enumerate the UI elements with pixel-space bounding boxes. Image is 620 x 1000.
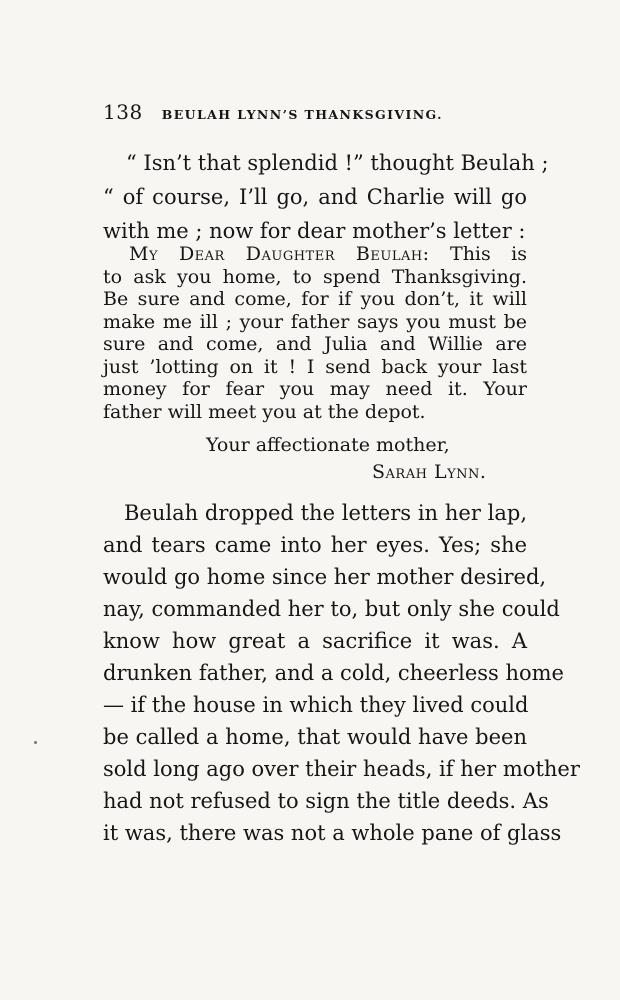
text-line: to ask you home, to spend Thanksgiving. <box>103 265 527 288</box>
text-line: “ Isn’t that splendid !” thought Beulah ; <box>126 151 549 175</box>
text-line: had not refused to sign the title deeds. As <box>103 789 549 813</box>
text-line: just ’lotting on it ! I send back your last <box>103 355 527 378</box>
text-line: know how great a sacrifice it was. A <box>103 629 527 653</box>
text-line: be called a home, that would have been <box>103 725 527 749</box>
text-line: Be sure and come, for if you don’t, it will <box>103 288 527 310</box>
text-line: nay, commanded her to, but only she could <box>103 597 560 621</box>
text-line: make me ill ; your father says you must be <box>103 310 527 333</box>
text-line: sold long ago over their heads, if her mother <box>103 757 580 781</box>
text-line: it was, there was not a whole pane of glass <box>103 821 562 845</box>
text-line: — if the house in which they lived could <box>103 693 529 717</box>
opening-paragraph <box>103 146 549 248</box>
letter-salutation: My Dear Daughter Beulah: <box>129 243 430 265</box>
text-line: and tears came into her eyes. Yes; she <box>103 533 527 557</box>
letter-signature: Sarah Lynn. <box>372 461 487 483</box>
letter-closing: Your affectionate mother, <box>206 434 450 456</box>
text-line: with me ; now for dear mother’s letter : <box>103 219 526 243</box>
text-line: drunken father, and a cold, cheerless home <box>103 661 564 685</box>
text-line: “ of course, I’ll go, and Charlie will go <box>103 185 527 209</box>
letter-first-line <box>103 243 527 266</box>
text-line: father will meet you at the depot. <box>103 400 426 423</box>
text-line: sure and come, and Julia and Willie are <box>103 333 527 355</box>
text-line: would go home since her mother desired, <box>103 565 547 589</box>
quoted-letter <box>103 243 527 423</box>
text-line: This is <box>450 243 527 265</box>
page-header <box>103 100 523 130</box>
text-line: money for fear you may need it. Your <box>103 378 527 400</box>
text-line: Beulah dropped the letters in her lap, <box>124 501 527 525</box>
print-speck <box>34 741 37 744</box>
narrative-paragraph <box>103 497 580 849</box>
page-number: 138 <box>103 100 143 124</box>
running-title: BEULAH LYNN’S THANKSGIVING. <box>161 107 443 122</box>
